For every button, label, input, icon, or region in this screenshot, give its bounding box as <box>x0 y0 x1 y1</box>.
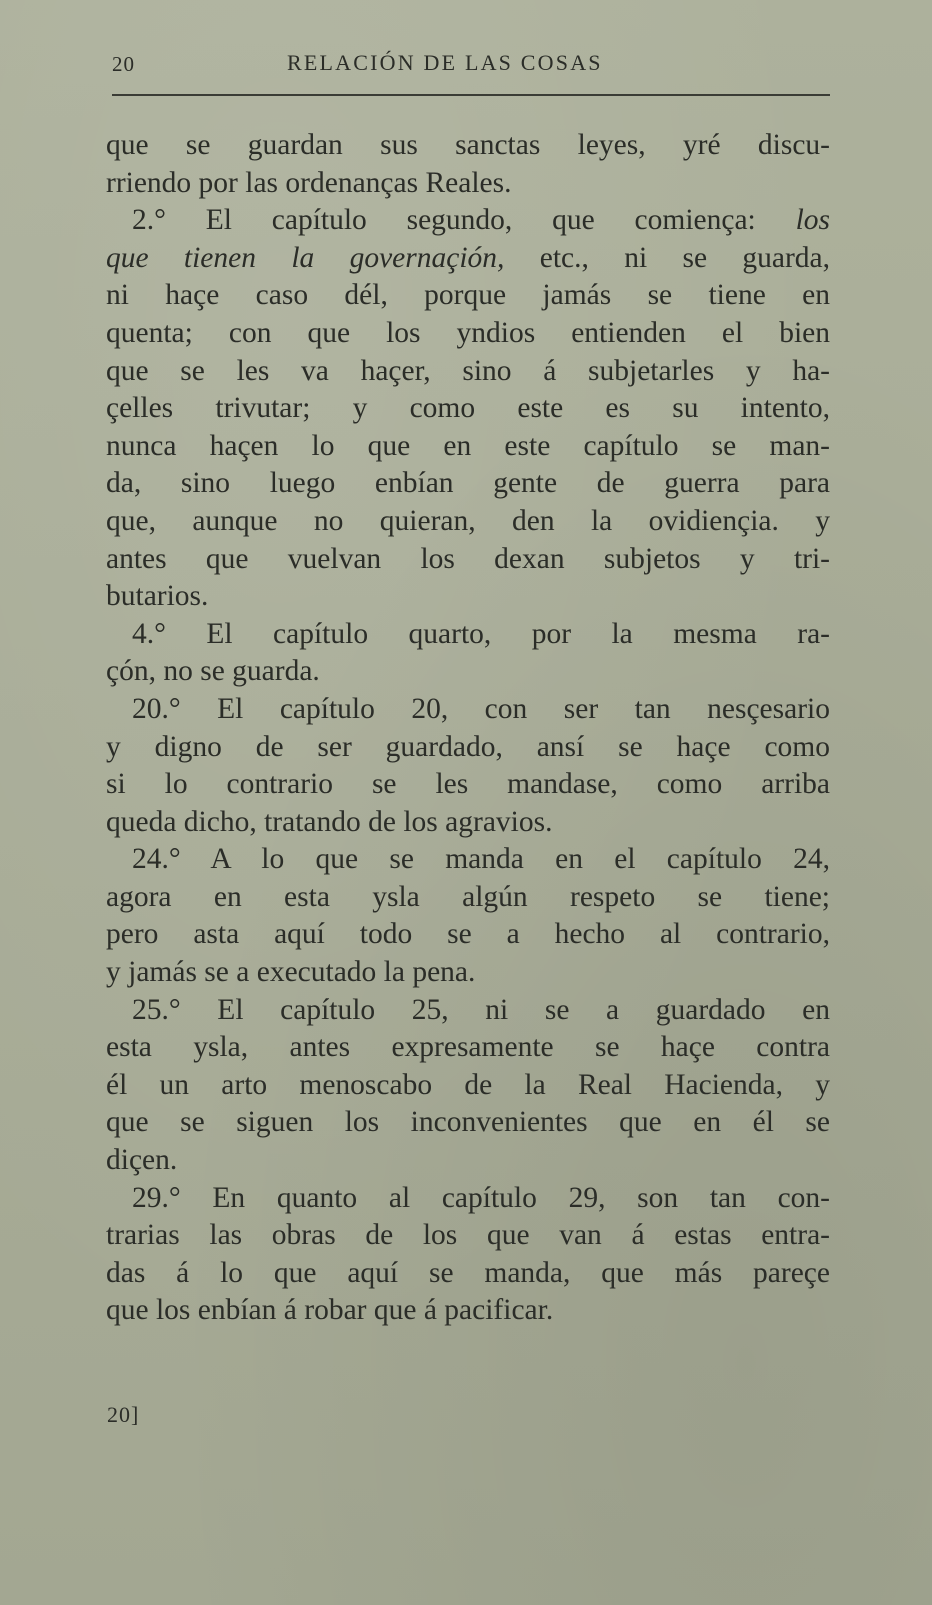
text-line: ni haçe caso dél, porque jamás se tiene en <box>106 279 830 312</box>
text-line: pero asta aquí todo se a hecho al contrario, <box>106 918 830 951</box>
text-line: agora en esta ysla algún respeto se tiene; <box>106 880 830 913</box>
text-line: él un arto menoscabo de la Real Hacienda, y <box>106 1068 830 1101</box>
text-line: 20.° El capítulo 20, con ser tan nesçesario <box>132 692 830 725</box>
text-line: y digno de ser guardado, ansí se haçe como <box>106 730 830 763</box>
text-line: das á lo que aquí se manda, que más pareçe <box>106 1256 830 1289</box>
text-line: queda dicho, tratando de los agravios. <box>106 805 553 838</box>
italic-phrase: los <box>795 204 830 237</box>
text-line: si lo contrario se les mandase, como arriba <box>106 768 830 801</box>
text-line: esta ysla, antes expresamente se haçe contra <box>106 1031 830 1064</box>
body-text <box>106 127 830 1330</box>
text-line: 4.° El capítulo quarto, por la mesma ra- <box>132 617 830 650</box>
running-title: RELACIÓN DE LAS COSAS <box>287 50 603 75</box>
header-rule <box>112 94 830 96</box>
text-line: antes que vuelvan los dexan subjetos y tri- <box>106 542 830 575</box>
text-line-mixed: que tienen la governaçión, etc., ni se guarda, <box>106 241 830 274</box>
text-line: nunca haçen lo que en este capítulo se man- <box>106 429 830 462</box>
text-line: butarios. <box>106 580 209 613</box>
text-line: que, aunque no quieran, den la ovidiençia. y <box>106 504 830 537</box>
italic-phrase: que tienen la governaçión, <box>106 241 505 274</box>
page-header <box>112 44 830 84</box>
text-line: que se les va haçer, sino á subjetarles y ha- <box>106 354 830 387</box>
text-line: y jamás se a executado la pena. <box>106 956 476 989</box>
text-line: 25.° El capítulo 25, ni se a guardado en <box>132 993 830 1026</box>
text-line: çelles trivutar; y como este es su intento, <box>106 392 830 425</box>
text-line: que se guardan sus sanctas leyes, yré discu- <box>106 129 830 161</box>
signature-mark: 20] <box>107 1402 140 1427</box>
text-line: da, sino luego enbían gente de guerra para <box>106 467 830 500</box>
text-line: 29.° En quanto al capítulo 29, son tan con- <box>132 1181 830 1214</box>
text-line: que se siguen los inconvenientes que en él se <box>106 1106 830 1139</box>
text-line: trarias las obras de los que van á estas entra- <box>106 1219 830 1252</box>
text-line-mixed: 2.° El capítulo segundo, que comiença: los <box>132 204 830 237</box>
text-line: rriendo por las ordenanças Reales. <box>106 166 512 199</box>
text-line: çón, no se guarda. <box>106 655 320 688</box>
text-line: quenta; con que los yndios entienden el bien <box>106 316 830 349</box>
text-line: 24.° A lo que se manda en el capítulo 24, <box>132 843 830 876</box>
page-number: 20 <box>112 52 135 76</box>
text-line: diçen. <box>106 1144 178 1177</box>
text-line: que los enbían á robar que á pacificar. <box>106 1294 554 1327</box>
